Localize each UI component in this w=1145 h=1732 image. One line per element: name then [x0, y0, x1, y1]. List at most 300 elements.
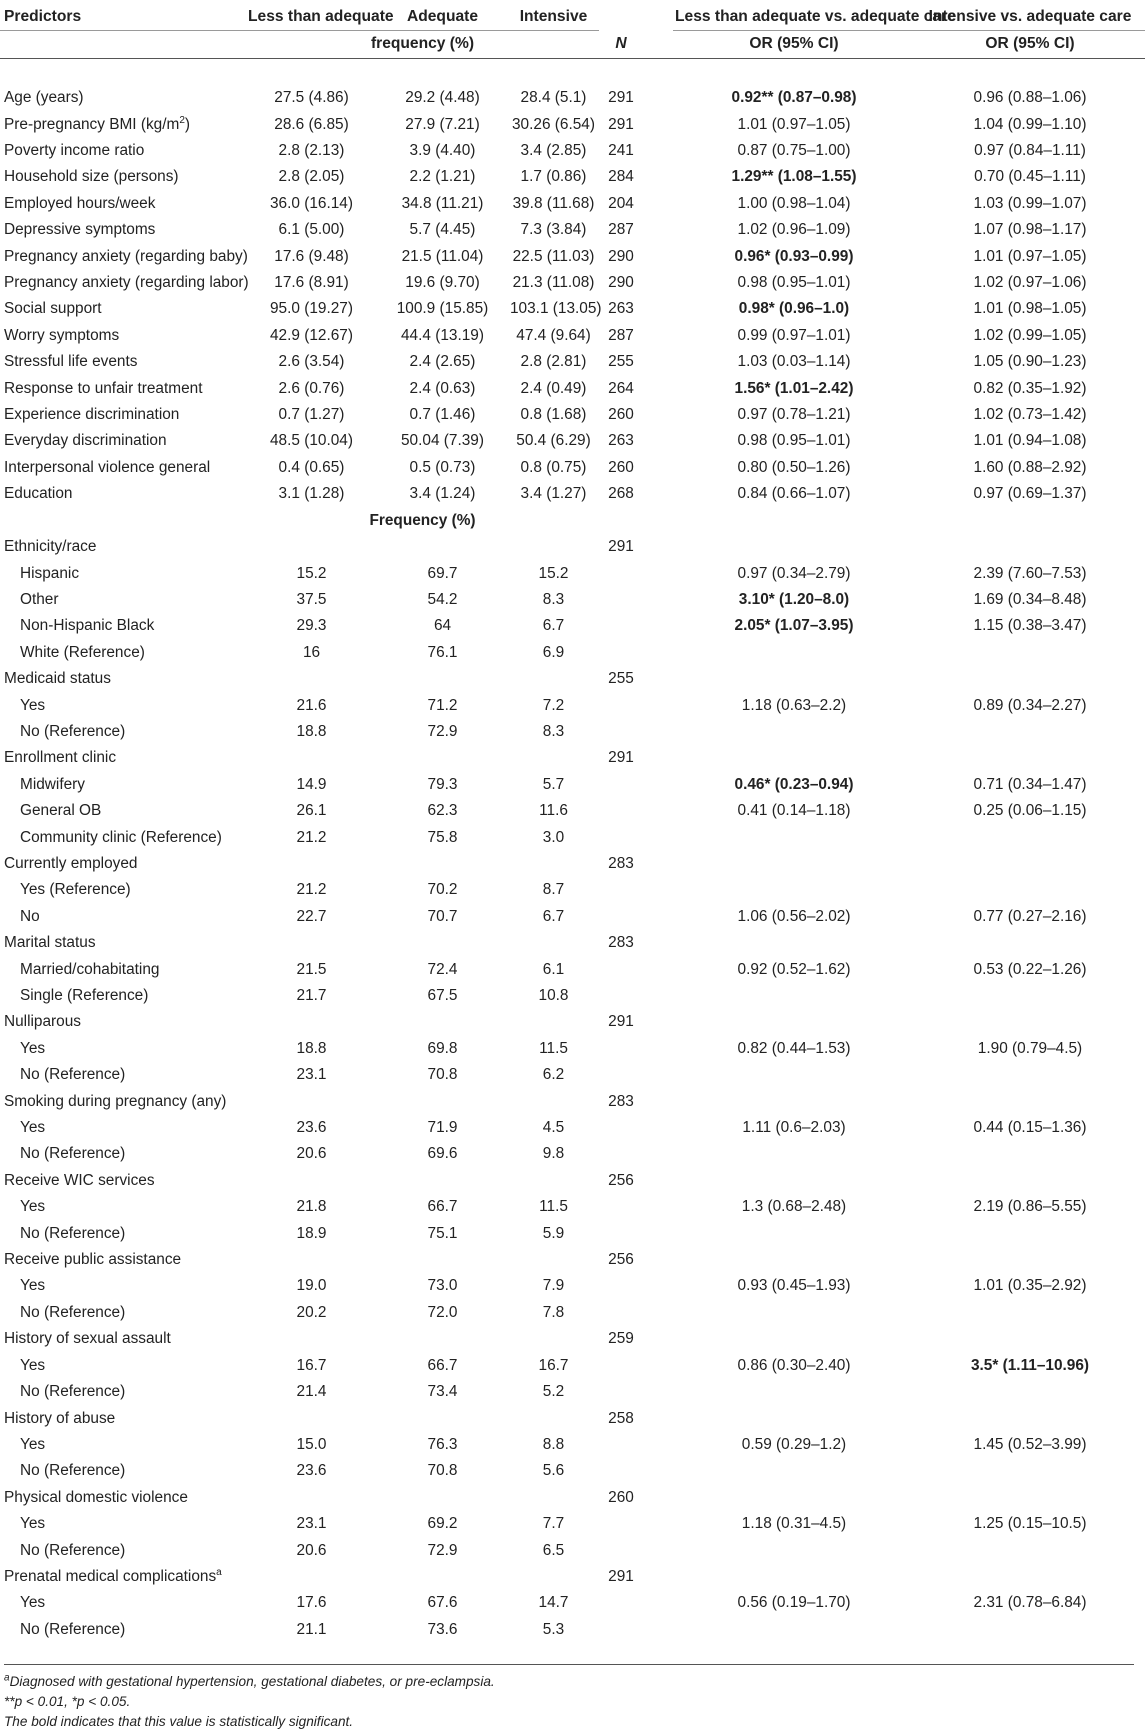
- table-row: [0, 270, 1145, 296]
- value-intensive: 1.7 (0.86): [520, 168, 587, 186]
- header-adequate: Adequate: [377, 4, 508, 31]
- value-less-than-adequate: 29.3: [296, 617, 327, 635]
- value-intensive: 7.9: [542, 1277, 565, 1295]
- or-intensive: 1.05 (0.90–1.23): [973, 353, 1087, 371]
- value-intensive: 6.7: [542, 617, 565, 635]
- table-row: [0, 1300, 1145, 1326]
- table-row: [0, 402, 1145, 428]
- header-comparison-less-than: Less than adequate vs. adequate care: [673, 4, 915, 31]
- value-intensive: 11.6: [539, 802, 568, 820]
- value-adequate: 3.4 (1.24): [409, 485, 476, 503]
- value-intensive: 50.4 (6.29): [516, 432, 591, 450]
- or-intensive: 1.07 (0.98–1.17): [973, 221, 1087, 239]
- or-intensive: 0.97 (0.69–1.37): [973, 485, 1087, 503]
- value-less-than-adequate: 2.6 (0.76): [278, 379, 345, 397]
- category-label: No (Reference): [20, 1145, 126, 1163]
- or-intensive: 0.25 (0.06–1.15): [973, 802, 1087, 820]
- value-adequate: 70.7: [427, 907, 458, 925]
- value-less-than-adequate: 48.5 (10.04): [270, 432, 353, 450]
- table-row: [0, 349, 1145, 375]
- or-less-than-adequate: 0.97 (0.78–1.21): [737, 406, 851, 424]
- table-row: [0, 1617, 1145, 1643]
- header-less-than-adequate: Less than adequate: [246, 4, 377, 31]
- or-intensive: 0.89 (0.34–2.27): [973, 696, 1087, 714]
- or-less-than-adequate: 1.11 (0.6–2.03): [742, 1119, 846, 1137]
- group-row: [0, 1326, 1145, 1352]
- or-intensive: 2.19 (0.86–5.55): [973, 1198, 1087, 1216]
- category-label: Yes: [20, 1277, 46, 1295]
- or-less-than-adequate: 1.29** (1.08–1.55): [731, 168, 857, 186]
- value-intensive: 47.4 (9.64): [516, 326, 591, 344]
- frequency-heading: Frequency (%): [369, 511, 476, 529]
- value-adequate: 27.9 (7.21): [405, 115, 480, 133]
- or-less-than-adequate: 0.96* (0.93–0.99): [734, 247, 854, 265]
- or-less-than-adequate: [673, 1617, 915, 1643]
- value-intensive: 7.2: [542, 696, 565, 714]
- header-frequency: frequency (%): [246, 31, 599, 58]
- or-less-than-adequate: 0.59 (0.29–1.2): [741, 1435, 847, 1453]
- header-or-ci-lt: OR (95% CI): [673, 31, 915, 58]
- table-row: [0, 428, 1145, 454]
- or-less-than-adequate: [673, 1300, 915, 1326]
- value-intensive: 22.5 (11.03): [512, 247, 595, 265]
- or-less-than-adequate: [673, 1221, 915, 1247]
- or-less-than-adequate: 1.18 (0.31–4.5): [741, 1515, 847, 1533]
- category-label: No (Reference): [20, 722, 126, 740]
- value-n: 283: [608, 934, 634, 952]
- value-n: 263: [608, 300, 634, 318]
- value-intensive: 0.8 (1.68): [520, 406, 587, 424]
- value-less-than-adequate: 18.8: [296, 722, 327, 740]
- category-label: Married/cohabitating: [20, 960, 160, 978]
- value-adequate: 3.9 (4.40): [409, 142, 476, 160]
- header-intensive: Intensive: [508, 4, 599, 31]
- category-label: No (Reference): [20, 1066, 126, 1084]
- category-label: Community clinic (Reference): [20, 828, 222, 846]
- group-row: [0, 1485, 1145, 1511]
- group-label: Smoking during pregnancy (any): [4, 1092, 227, 1110]
- or-less-than-adequate: 1.06 (0.56–2.02): [737, 907, 851, 925]
- table-row: [0, 613, 1145, 639]
- value-less-than-adequate: 42.9 (12.67): [270, 326, 353, 344]
- or-intensive: 0.96 (0.88–1.06): [973, 89, 1087, 107]
- or-intensive: [915, 877, 1145, 903]
- predictor-label: Age (years): [4, 89, 84, 107]
- table-row: [0, 323, 1145, 349]
- header-row-1: [0, 4, 1145, 31]
- or-intensive: 1.02 (0.97–1.06): [973, 274, 1087, 292]
- value-intensive: 39.8 (11.68): [512, 194, 595, 212]
- value-less-than-adequate: 20.6: [296, 1541, 327, 1559]
- or-less-than-adequate: 0.93 (0.45–1.93): [737, 1277, 851, 1295]
- value-n: 259: [608, 1330, 634, 1348]
- or-less-than-adequate: 1.56* (1.01–2.42): [734, 379, 854, 397]
- value-adequate: 76.3: [427, 1435, 458, 1453]
- table-row: [0, 798, 1145, 824]
- or-intensive: [915, 1062, 1145, 1088]
- or-less-than-adequate: [673, 825, 915, 851]
- group-row: [0, 1168, 1145, 1194]
- header-row-2: [0, 31, 1145, 58]
- value-less-than-adequate: 23.1: [296, 1066, 327, 1084]
- value-less-than-adequate: 18.8: [296, 1039, 327, 1057]
- table-row: [0, 1273, 1145, 1299]
- value-n: 284: [608, 168, 634, 186]
- value-adequate: 5.7 (4.45): [409, 221, 476, 239]
- value-adequate: 19.6 (9.70): [405, 274, 480, 292]
- value-less-than-adequate: 21.2: [296, 828, 327, 846]
- value-adequate: 70.8: [427, 1462, 458, 1480]
- value-adequate: 70.2: [427, 881, 458, 899]
- predictor-label: Pre-pregnancy BMI $(kg/m^2)$: [4, 114, 191, 133]
- value-less-than-adequate: 17.6 (8.91): [274, 274, 349, 292]
- value-less-than-adequate: 23.6: [296, 1119, 327, 1137]
- value-n: 260: [608, 406, 634, 424]
- table-row: [0, 1115, 1145, 1141]
- or-intensive: 1.04 (0.99–1.10): [973, 115, 1087, 133]
- predictor-label: Education: [4, 485, 73, 503]
- value-intensive: 3.0: [542, 828, 565, 846]
- value-n: 283: [608, 1092, 634, 1110]
- table-footnotes: [4, 1664, 1134, 1732]
- value-n: 287: [608, 326, 634, 344]
- or-less-than-adequate: 0.98* (0.96–1.0): [738, 300, 850, 318]
- header-predictors: Predictors: [0, 4, 246, 31]
- table-row: [0, 772, 1145, 798]
- or-intensive: [915, 640, 1145, 666]
- value-adequate: 34.8 (11.21): [401, 194, 484, 212]
- or-less-than-adequate: 0.98 (0.95–1.01): [737, 432, 851, 450]
- value-less-than-adequate: 21.8: [296, 1198, 327, 1216]
- value-n: 258: [608, 1409, 634, 1427]
- value-less-than-adequate: 22.7: [296, 907, 327, 925]
- value-intensive: 21.3 (11.08): [512, 274, 595, 292]
- or-intensive: [915, 1379, 1145, 1405]
- table-row: [0, 112, 1145, 138]
- table-row: [0, 164, 1145, 190]
- value-intensive: 9.8: [542, 1145, 565, 1163]
- table-row: [0, 1458, 1145, 1484]
- value-adequate: 79.3: [427, 775, 458, 793]
- value-less-than-adequate: 0.7 (1.27): [278, 406, 345, 424]
- value-intensive: 8.8: [542, 1435, 565, 1453]
- or-intensive: 0.70 (0.45–1.11): [974, 168, 1086, 186]
- or-less-than-adequate: [673, 1458, 915, 1484]
- value-less-than-adequate: 20.2: [296, 1303, 327, 1321]
- value-adequate: 2.2 (1.21): [409, 168, 476, 186]
- predictor-label: Pregnancy anxiety (regarding labor): [4, 274, 249, 292]
- group-label: Receive public assistance: [4, 1251, 182, 1269]
- value-less-than-adequate: 28.6 (6.85): [274, 115, 349, 133]
- group-row: [0, 1247, 1145, 1273]
- table-row: [0, 587, 1145, 613]
- table-body: [0, 58, 1145, 1643]
- value-adequate: 73.0: [427, 1277, 458, 1295]
- table-row: [0, 904, 1145, 930]
- or-intensive: 1.69 (0.34–8.48): [973, 590, 1087, 608]
- or-less-than-adequate: 0.99 (0.97–1.01): [737, 326, 851, 344]
- table-row: [0, 191, 1145, 217]
- or-less-than-adequate: 0.41 (0.14–1.18): [737, 802, 851, 820]
- or-intensive: 1.01 (0.97–1.05): [973, 247, 1087, 265]
- frequency-heading-row: [0, 508, 1145, 534]
- or-intensive: [915, 1617, 1145, 1643]
- predictor-label: Social support: [4, 300, 102, 318]
- category-label: Yes (Reference): [20, 881, 131, 899]
- category-label: Yes: [20, 1515, 46, 1533]
- group-label: Enrollment clinic: [4, 749, 117, 767]
- value-less-than-adequate: 17.6: [296, 1594, 327, 1612]
- or-less-than-adequate: 1.03 (0.03–1.14): [737, 353, 851, 371]
- table-row: [0, 1194, 1145, 1220]
- category-label: No (Reference): [20, 1303, 126, 1321]
- or-intensive: 0.77 (0.27–2.16): [973, 907, 1087, 925]
- value-n: 287: [608, 221, 634, 239]
- predictors-table: [0, 4, 1145, 1643]
- value-adequate: 100.9 (15.85): [396, 300, 489, 318]
- value-adequate: 72.0: [427, 1303, 458, 1321]
- predictor-label: Everyday discrimination: [4, 432, 167, 450]
- or-less-than-adequate: 2.05* (1.07–3.95): [734, 617, 854, 635]
- value-less-than-adequate: 37.5: [296, 590, 327, 608]
- table-row: [0, 296, 1145, 322]
- value-adequate: 71.9: [427, 1119, 458, 1137]
- value-n: 291: [608, 89, 634, 107]
- or-intensive: 1.60 (0.88–2.92): [973, 458, 1087, 476]
- or-less-than-adequate: 0.46* (0.23–0.94): [734, 775, 854, 793]
- or-less-than-adequate: 0.87 (0.75–1.00): [737, 142, 851, 160]
- value-n: 263: [608, 432, 634, 450]
- or-less-than-adequate: [673, 719, 915, 745]
- value-less-than-adequate: 15.0: [296, 1435, 327, 1453]
- value-intensive: 14.7: [538, 1594, 569, 1612]
- value-adequate: 0.5 (0.73): [409, 458, 476, 476]
- or-intensive: [915, 719, 1145, 745]
- value-less-than-adequate: 16.7: [296, 1356, 327, 1374]
- value-intensive: 5.9: [542, 1224, 565, 1242]
- group-label: Ethnicity/race: [4, 538, 97, 556]
- value-intensive: 8.3: [542, 590, 565, 608]
- or-intensive: [915, 825, 1145, 851]
- value-less-than-adequate: 19.0: [296, 1277, 327, 1295]
- or-less-than-adequate: [673, 1141, 915, 1167]
- value-intensive: 11.5: [539, 1039, 568, 1057]
- or-intensive: 1.01 (0.98–1.05): [973, 300, 1087, 318]
- value-less-than-adequate: 2.8 (2.13): [278, 142, 345, 160]
- value-less-than-adequate: 20.6: [296, 1145, 327, 1163]
- table-row: [0, 455, 1145, 481]
- or-less-than-adequate: 1.02 (0.96–1.09): [737, 221, 851, 239]
- value-intensive: 10.8: [538, 987, 569, 1005]
- value-n: 291: [608, 538, 634, 556]
- group-label: Marital status: [4, 934, 96, 952]
- value-less-than-adequate: 23.1: [296, 1515, 327, 1533]
- value-adequate: 72.9: [427, 1541, 458, 1559]
- or-less-than-adequate: 1.00 (0.98–1.04): [737, 194, 851, 212]
- value-n: 256: [608, 1251, 634, 1269]
- value-less-than-adequate: 95.0 (19.27): [270, 300, 353, 318]
- value-less-than-adequate: 21.1: [296, 1620, 327, 1638]
- value-n: 290: [608, 247, 634, 265]
- value-n: 291: [608, 1567, 634, 1585]
- group-label: Currently employed: [4, 854, 138, 872]
- value-n: 260: [608, 458, 634, 476]
- value-intensive: 7.8: [542, 1303, 565, 1321]
- group-label: History of sexual assault: [4, 1330, 171, 1348]
- value-n: 241: [608, 142, 634, 160]
- value-adequate: 50.04 (7.39): [401, 432, 484, 450]
- category-label: Other: [20, 590, 59, 608]
- group-label: History of abuse: [4, 1409, 116, 1427]
- group-label: Physical domestic violence: [4, 1488, 188, 1506]
- table-row: [0, 640, 1145, 666]
- value-intensive: 28.4 (5.1): [520, 89, 587, 107]
- value-adequate: 69.6: [427, 1145, 458, 1163]
- value-adequate: 67.6: [427, 1594, 458, 1612]
- value-adequate: 66.7: [427, 1198, 458, 1216]
- predictor-label: Experience discrimination: [4, 406, 180, 424]
- value-adequate: 72.9: [427, 722, 458, 740]
- or-intensive: 1.15 (0.38–3.47): [973, 617, 1087, 635]
- value-adequate: 69.8: [427, 1039, 458, 1057]
- table-row: [0, 877, 1145, 903]
- or-less-than-adequate: 0.80 (0.50–1.26): [737, 458, 851, 476]
- value-less-than-adequate: 0.4 (0.65): [278, 458, 345, 476]
- value-adequate: 73.6: [427, 1620, 458, 1638]
- group-row: [0, 930, 1145, 956]
- or-less-than-adequate: [673, 1379, 915, 1405]
- value-n: 291: [608, 1013, 634, 1031]
- value-n: 260: [608, 1488, 634, 1506]
- table-row: [0, 376, 1145, 402]
- table-row: [0, 1379, 1145, 1405]
- value-n: 291: [608, 115, 634, 133]
- value-intensive: 5.2: [542, 1383, 565, 1401]
- or-intensive: [915, 1538, 1145, 1564]
- value-intensive: 7.3 (3.84): [520, 221, 587, 239]
- or-less-than-adequate: 1.3 (0.68–2.48): [741, 1198, 847, 1216]
- or-less-than-adequate: 0.92 (0.52–1.62): [737, 960, 851, 978]
- category-label: White (Reference): [20, 643, 145, 661]
- table-row: [0, 1062, 1145, 1088]
- group-row: [0, 534, 1145, 560]
- value-intensive: 3.4 (1.27): [520, 485, 587, 503]
- category-label: Yes: [20, 1435, 46, 1453]
- table-row: [0, 719, 1145, 745]
- value-adequate: 75.8: [427, 828, 458, 846]
- group-row: [0, 1009, 1145, 1035]
- value-adequate: 29.2 (4.48): [405, 89, 480, 107]
- or-less-than-adequate: 1.01 (0.97–1.05): [737, 115, 851, 133]
- value-less-than-adequate: 36.0 (16.14): [270, 194, 353, 212]
- or-less-than-adequate: 0.98 (0.95–1.01): [737, 274, 851, 292]
- or-less-than-adequate: [673, 877, 915, 903]
- or-intensive: [915, 1141, 1145, 1167]
- value-intensive: 6.2: [542, 1066, 565, 1084]
- value-less-than-adequate: 21.6: [296, 696, 327, 714]
- value-adequate: 2.4 (2.65): [409, 353, 476, 371]
- footnote-a: $^a$Diagnosed with gestational hypertension, gestational diabetes, or pre-eclampsia.: [4, 1672, 495, 1689]
- predictor-label: Depressive symptoms: [4, 221, 156, 239]
- or-less-than-adequate: [673, 1062, 915, 1088]
- value-adequate: 69.2: [427, 1515, 458, 1533]
- value-adequate: 76.1: [427, 643, 458, 661]
- value-n: 255: [608, 353, 634, 371]
- value-intensive: 3.4 (2.85): [520, 142, 587, 160]
- predictor-label: Poverty income ratio: [4, 142, 145, 160]
- table-row: [0, 1432, 1145, 1458]
- value-adequate: 0.7 (1.46): [409, 406, 476, 424]
- category-label: Single (Reference): [20, 987, 149, 1005]
- or-intensive: 0.97 (0.84–1.11): [974, 142, 1086, 160]
- or-intensive: 2.39 (7.60–7.53): [973, 564, 1087, 582]
- or-intensive: 1.03 (0.99–1.07): [973, 194, 1087, 212]
- category-label: Non-Hispanic Black: [20, 617, 155, 635]
- value-intensive: 5.6: [542, 1462, 565, 1480]
- or-intensive: [915, 983, 1145, 1009]
- value-adequate: 67.5: [427, 987, 458, 1005]
- value-adequate: 2.4 (0.63): [409, 379, 476, 397]
- value-intensive: 2.4 (0.49): [520, 379, 587, 397]
- category-label: No: [20, 907, 40, 925]
- value-less-than-adequate: 6.1 (5.00): [278, 221, 345, 239]
- predictor-label: Stressful life events: [4, 353, 138, 371]
- or-less-than-adequate: [673, 1538, 915, 1564]
- table-row: [0, 1590, 1145, 1616]
- value-less-than-adequate: 16: [302, 643, 321, 661]
- or-intensive: 1.02 (0.99–1.05): [973, 326, 1087, 344]
- value-intensive: 6.1: [542, 960, 565, 978]
- or-intensive: 1.01 (0.35–2.92): [973, 1277, 1087, 1295]
- value-less-than-adequate: 2.6 (3.54): [278, 353, 345, 371]
- or-intensive: 0.71 (0.34–1.47): [973, 775, 1087, 793]
- value-intensive: 103.1 (13.05): [510, 300, 602, 318]
- group-row: [0, 1564, 1145, 1590]
- value-intensive: 15.2: [538, 564, 569, 582]
- table-row: [0, 481, 1145, 507]
- or-intensive: 0.53 (0.22–1.26): [973, 960, 1087, 978]
- group-row: [0, 666, 1145, 692]
- group-label: Receive WIC services: [4, 1171, 155, 1189]
- category-label: General OB: [20, 802, 102, 820]
- value-intensive: 0.8 (0.75): [520, 458, 587, 476]
- or-less-than-adequate: [673, 640, 915, 666]
- value-adequate: 64: [433, 617, 452, 635]
- value-less-than-adequate: 21.7: [296, 987, 327, 1005]
- table-row: [0, 1538, 1145, 1564]
- or-less-than-adequate: 0.92** (0.87–0.98): [731, 89, 857, 107]
- predictor-label: Household size (persons): [4, 168, 179, 186]
- value-less-than-adequate: 14.9: [296, 775, 327, 793]
- table-row: [0, 1036, 1145, 1062]
- value-intensive: 5.7: [542, 775, 565, 793]
- table-row: [0, 85, 1145, 111]
- or-intensive: 0.82 (0.35–1.92): [973, 379, 1087, 397]
- value-less-than-adequate: 2.8 (2.05): [278, 168, 345, 186]
- value-intensive: 5.3: [542, 1620, 565, 1638]
- category-label: No (Reference): [20, 1620, 126, 1638]
- category-label: Yes: [20, 696, 46, 714]
- value-intensive: 4.5: [542, 1119, 565, 1137]
- or-less-than-adequate: [673, 983, 915, 1009]
- or-intensive: [915, 1221, 1145, 1247]
- table-row: [0, 1221, 1145, 1247]
- value-intensive: 7.7: [542, 1515, 565, 1533]
- value-intensive: 6.7: [542, 907, 565, 925]
- value-less-than-adequate: 27.5 (4.86): [274, 89, 349, 107]
- table-row: [0, 957, 1145, 983]
- value-n: 264: [608, 379, 634, 397]
